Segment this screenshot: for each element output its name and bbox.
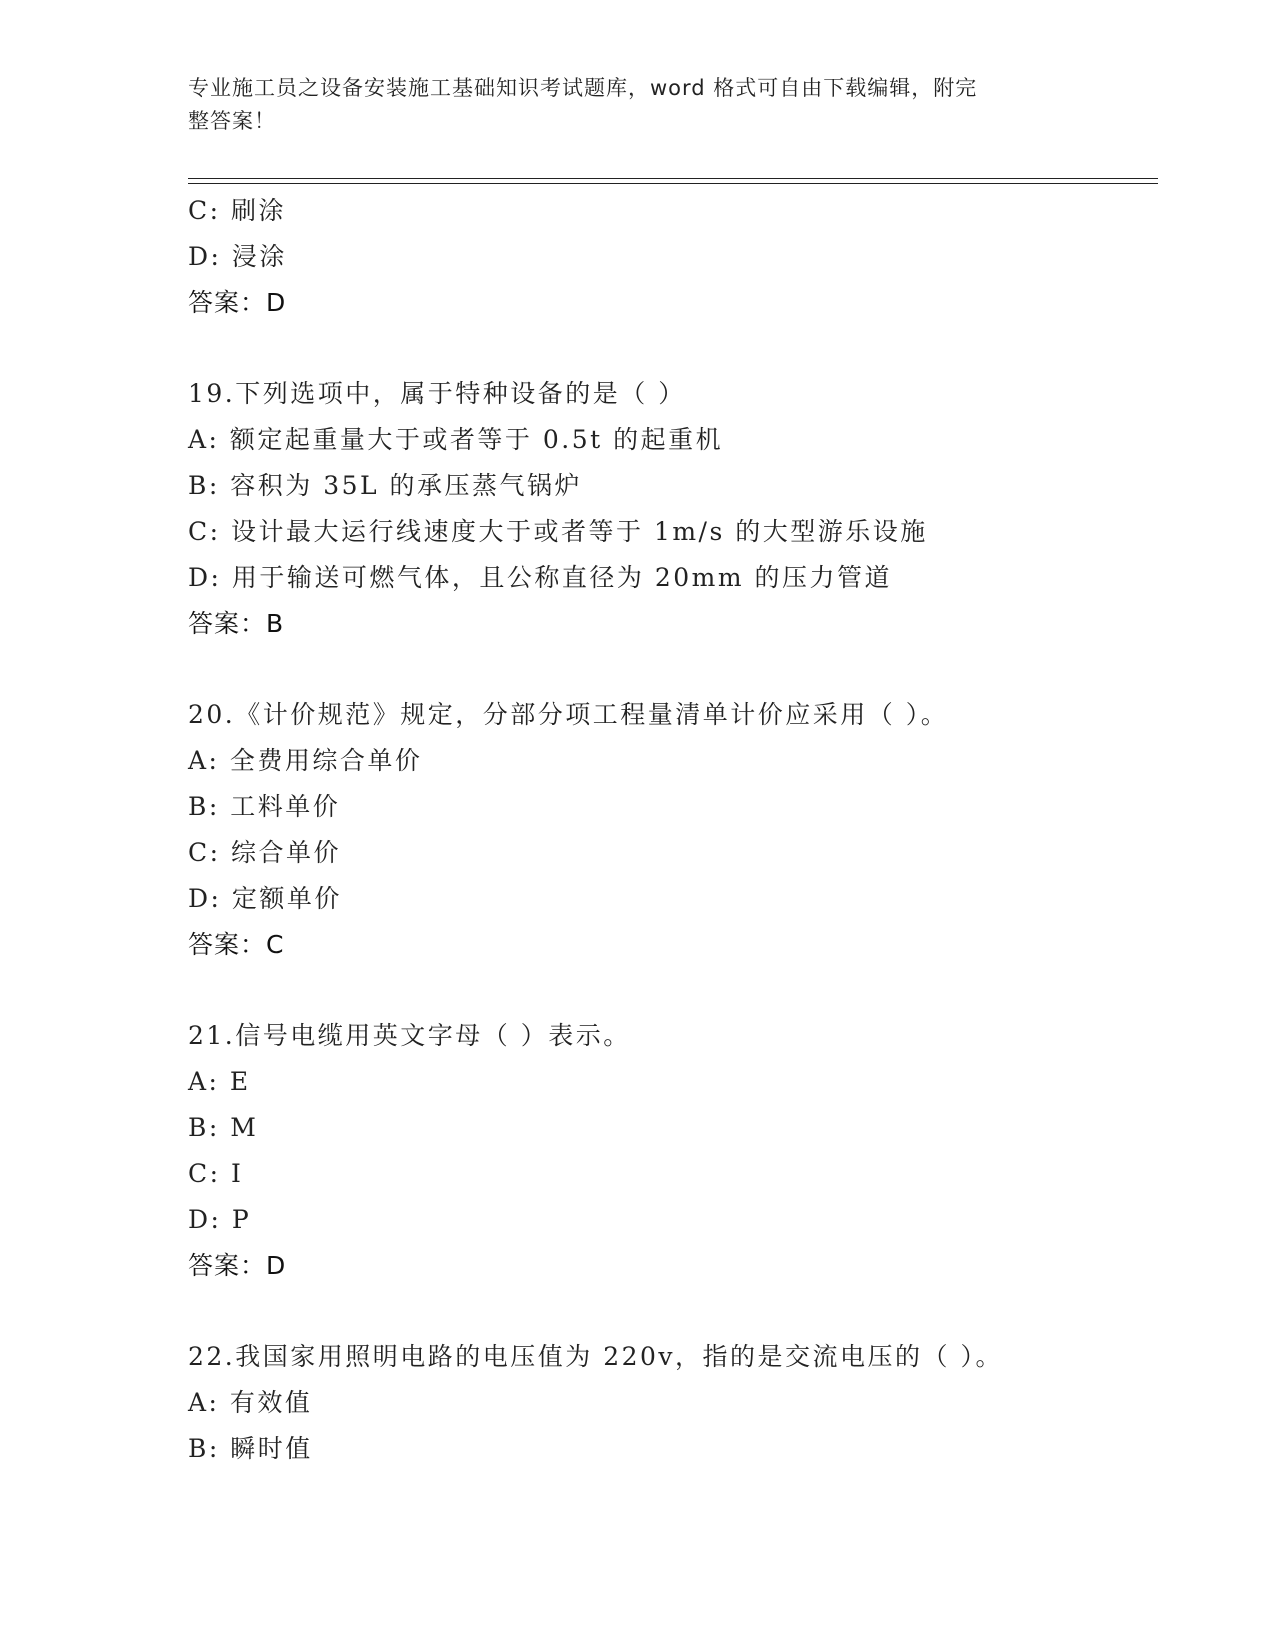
- question-22: [188, 1334, 1148, 1472]
- question-stem: 19.下列选项中，属于特种设备的是（ ）: [188, 379, 686, 408]
- question-stem: 21.信号电缆用英文字母（ ）表示。: [188, 1021, 631, 1050]
- option-a: A: 全费用综合单价: [188, 746, 423, 775]
- spacer: [188, 1289, 1148, 1334]
- option-c: C: I: [188, 1159, 244, 1188]
- spacer: [188, 647, 1148, 692]
- answer-line: 答案：B: [188, 609, 285, 638]
- option-a: A: 有效值: [188, 1388, 313, 1417]
- header-line-1: 专业施工员之设备安装施工基础知识考试题库，word 格式可自由下载编辑，附完: [188, 76, 978, 100]
- option-a: A: E: [188, 1067, 251, 1096]
- question-20: [188, 692, 1148, 968]
- question-stem: 22.我国家用照明电路的电压值为 220v，指的是交流电压的（ ）。: [188, 1342, 1003, 1371]
- spacer: [188, 326, 1148, 371]
- option-b: B: 瞬时值: [188, 1434, 313, 1463]
- header-divider-top: [188, 178, 1158, 179]
- option-b: B: M: [188, 1113, 259, 1142]
- answer-line: 答案：D: [188, 1251, 287, 1280]
- question-list: [188, 188, 1148, 1472]
- option-d: D: 浸涂: [188, 242, 287, 271]
- question-stem: 20.《计价规范》规定，分部分项工程量清单计价应采用（ ）。: [188, 700, 949, 729]
- question-21: [188, 1013, 1148, 1289]
- header-line-2: 整答案！: [188, 109, 276, 133]
- answer-line: 答案：C: [188, 930, 285, 959]
- option-d: D: 用于输送可燃气体，且公称直径为 20mm 的压力管道: [188, 563, 893, 592]
- option-c: C: 综合单价: [188, 838, 341, 867]
- answer-line: 答案：D: [188, 288, 287, 317]
- option-c: C: 刷涂: [188, 196, 286, 225]
- option-b: B: 工料单价: [188, 792, 341, 821]
- option-d: D: 定额单价: [188, 884, 342, 913]
- question-18-continued: [188, 188, 1148, 326]
- document-header: [188, 72, 1088, 138]
- option-d: D: P: [188, 1205, 252, 1234]
- header-divider-bottom: [188, 183, 1158, 184]
- question-19: [188, 371, 1148, 647]
- option-a: A: 额定起重量大于或者等于 0.5t 的起重机: [188, 425, 724, 454]
- spacer: [188, 968, 1148, 1013]
- option-b: B: 容积为 35L 的承压蒸气锅炉: [188, 471, 583, 500]
- option-c: C: 设计最大运行线速度大于或者等于 1m/s 的大型游乐设施: [188, 517, 928, 546]
